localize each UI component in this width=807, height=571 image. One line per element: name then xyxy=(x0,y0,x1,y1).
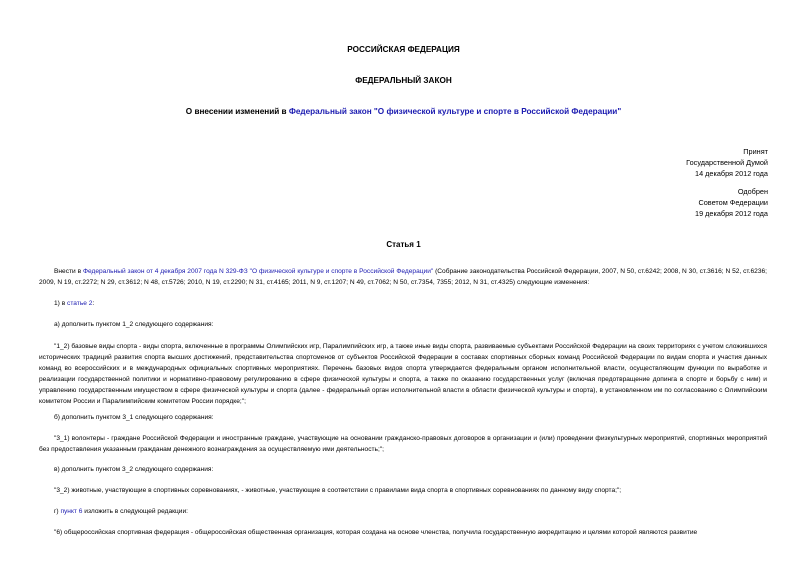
quote-b: "3_1) волонтеры - граждане Российской Федерации и иностранные граждане, участвующие на основании гражданско-правовых договоров в организации и (или) проведении физкультурных мероприятий, спортивных мероприятий без предоставления указанным гражданам денежного вознаграждения за осуществляемую ими деятельность;"; xyxy=(39,435,767,453)
point-6-link[interactable]: пункт 6 xyxy=(60,508,83,515)
intro-law-link[interactable]: Федеральный закон от 4 декабря 2007 года N 329-ФЗ "О физической культуре и спорте в Российской Федерации" xyxy=(82,268,434,275)
item-a: а) дополнить пунктом 1_2 следующего содержания: xyxy=(54,321,214,328)
item-g-prefix: г) xyxy=(54,508,61,515)
approved-line-3: 19 декабря 2012 года xyxy=(695,209,768,218)
intro-rest: (Собрание законодательства Российской Федерации, 2007, N 50, ст.6242; 2008, N 30, ст.3616; N 52, ст.6236; 2009, N 19, ст.2272; N 29, ст.3612; N 48, ст.5726; 2010, N 19, ст.2290; N 31, ст.4165; 2011, N 9, ст.1207; N 49, ст.7062; N 50, ст.7354, 7355; 2012, N 31, ст.4325) следующие изменения: xyxy=(39,268,768,286)
adopted-line-2: Государственной Думой xyxy=(686,158,768,167)
quote-v: "3_2) животные, участвующие в спортивных соревнованиях, - животные, участвующие в соответствии с правилами вида спорта в спортивных соревнованиях по данному виду спорта;"; xyxy=(54,487,622,494)
adopted-line-1: Принят xyxy=(743,147,768,156)
article-heading: Статья 1 xyxy=(386,240,421,249)
adoption-block xyxy=(686,146,768,179)
quote-g: "6) общероссийская спортивная федерация - общероссийская общественная организация, которая создана на основе членства, получила государственную аккредитацию и целями которой являются развитие xyxy=(54,529,698,536)
item-v: в) дополнить пунктом 3_2 следующего содержания: xyxy=(54,466,214,473)
approval-block xyxy=(695,186,768,219)
item-1 xyxy=(39,299,767,310)
adopted-line-3: 14 декабря 2012 года xyxy=(695,169,768,178)
article-2-link[interactable]: статье 2 xyxy=(67,300,93,307)
item-g-suffix: изложить в следующей редакции: xyxy=(82,508,188,515)
article-intro xyxy=(39,267,767,289)
approved-line-1: Одобрен xyxy=(737,187,768,196)
law-title-prefix: О внесении изменений в xyxy=(185,107,289,116)
item-1-prefix: 1) в xyxy=(54,300,68,307)
law-title xyxy=(0,107,807,116)
item-b: б) дополнить пунктом 3_1 следующего содержания: xyxy=(54,414,214,421)
item-1-suffix: : xyxy=(92,300,95,307)
intro-prefix: Внести в xyxy=(54,268,83,275)
law-title-link[interactable]: Федеральный закон "О физической культуре и спорте в Российской Федерации" xyxy=(288,107,622,116)
approved-line-2: Советом Федерации xyxy=(698,198,768,207)
quote-a: "1_2) базовые виды спорта - виды спорта, включенные в программы Олимпийских игр, Паралимпийских игр, а также иные виды спорта, развиваемые субъектами Российской Федерации на своих территориях с учетом сложившихся исторических традиций развития спорта высших достижений, представительства спортсменов от субъектов Российской Федерации в составах спортивных сборных команд Российской Федерации по видам спорта и участия данных команд во всероссийских и в международных официальных спортивных мероприятиях. Перечень базовых видов спорта утверждается федеральным органом исполнительной власти, осуществляющим функции по выработке и реализации государственной политики и нормативно-правовому регулированию в сфере физической культуры и спорта, а также по оказанию государственных услуг (включая предотвращение допинга в спорте и борьбу с ним) и управлению государственным имуществом в сфере физической культуры и спорта (далее - федеральный орган исполнительной власти в области физической культуры и спорта), в установленном им по согласованию с Олимпийским комитетом России и Паралимпийским комитетом России порядке;"; xyxy=(39,343,767,405)
doc-type-heading: ФЕДЕРАЛЬНЫЙ ЗАКОН xyxy=(355,76,452,85)
item-g xyxy=(39,507,767,518)
country-heading: РОССИЙСКАЯ ФЕДЕРАЦИЯ xyxy=(347,45,460,54)
